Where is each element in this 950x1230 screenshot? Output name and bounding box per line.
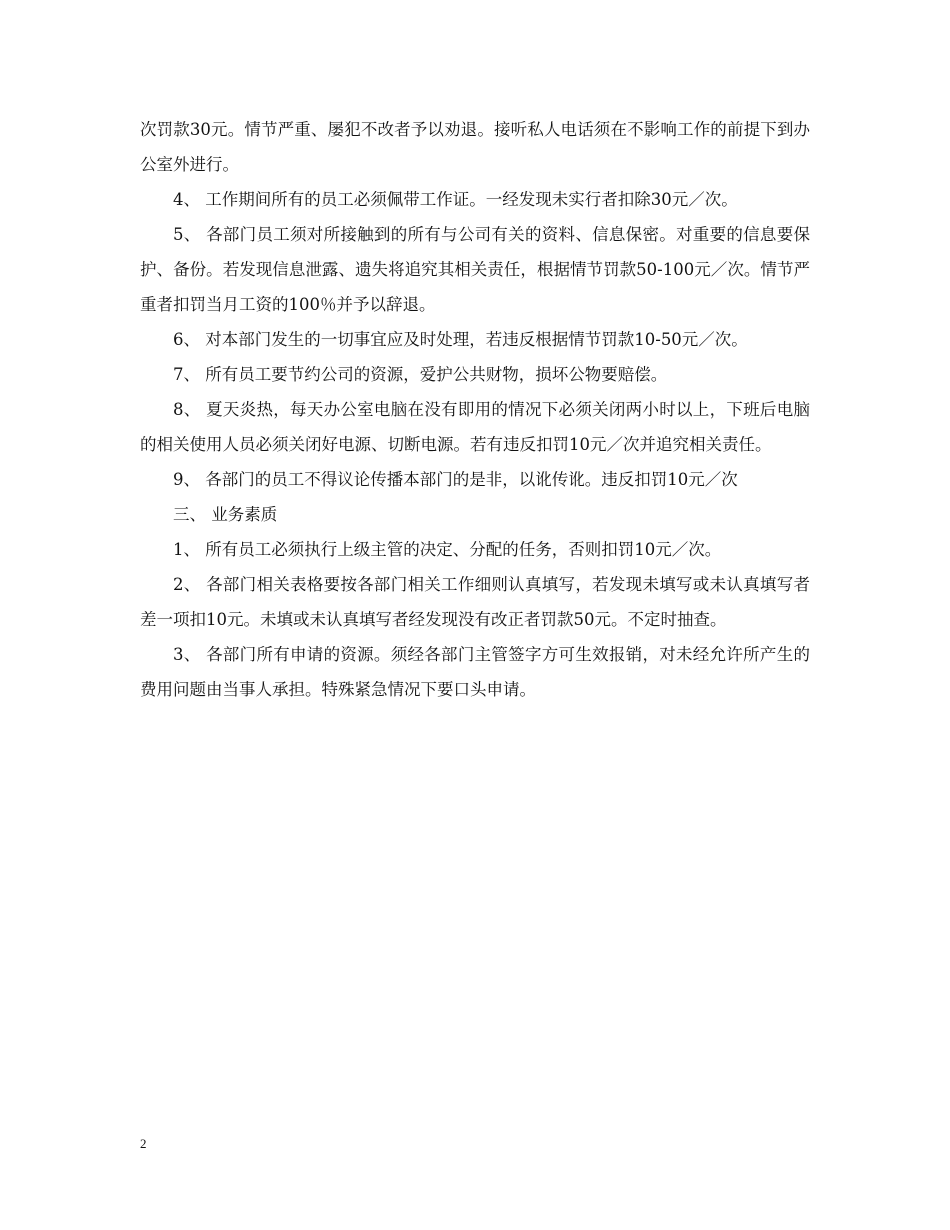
paragraph-item-5: 5、 各部门员工须对所接触到的所有与公司有关的资料、信息保密。对重要的信息要保护、备份。若发现信息泄露、遗失将追究其相关责任，根据情节罚款50-100元／次。情节严重者扣罚当月工资的100％并予以辞退。 <box>140 225 810 314</box>
paragraph-item-3: 3、 各部门所有申请的资源。须经各部门主管签字方可生效报销，对未经允许所产生的费用问题由当事人承担。特殊紧急情况下要口头申请。 <box>140 645 810 699</box>
page-number: 2 <box>140 1136 147 1151</box>
paragraph-continued: 次罚款30元。情节严重、屡犯不改者予以劝退。接听私人电话须在不影响工作的前提下到办公室外进行。 <box>140 120 810 174</box>
paragraph-item-1: 1、 所有员工必须执行上级主管的决定、分配的任务，否则扣罚10元／次。 <box>173 540 722 559</box>
paragraph-item-4: 4、 工作期间所有的员工必须佩带工作证。一经发现未实行者扣除30元／次。 <box>173 190 738 209</box>
paragraph-item-2: 2、 各部门相关表格要按各部门相关工作细则认真填写，若发现未填写或未认真填写者差一项扣10元。未填或未认真填写者经发现没有改正者罚款50元。不定时抽查。 <box>140 575 810 629</box>
paragraph-item-8: 8、 夏天炎热，每天办公室电脑在没有即用的情况下必须关闭两小时以上，下班后电脑的相关使用人员必须关闭好电源、切断电源。若有违反扣罚10元／次并追究相关责任。 <box>140 400 810 454</box>
document-body <box>140 112 810 707</box>
paragraph-item-9: 9、 各部门的员工不得议论传播本部门的是非，以讹传讹。违反扣罚10元／次 <box>173 470 738 489</box>
section-heading-business-quality: 三、 业务素质 <box>173 505 278 524</box>
paragraph-item-7: 7、 所有员工要节约公司的资源，爱护公共财物，损坏公物要赔偿。 <box>173 365 668 384</box>
paragraph-item-6: 6、 对本部门发生的一切事宜应及时处理，若违反根据情节罚款10-50元／次。 <box>173 330 748 349</box>
